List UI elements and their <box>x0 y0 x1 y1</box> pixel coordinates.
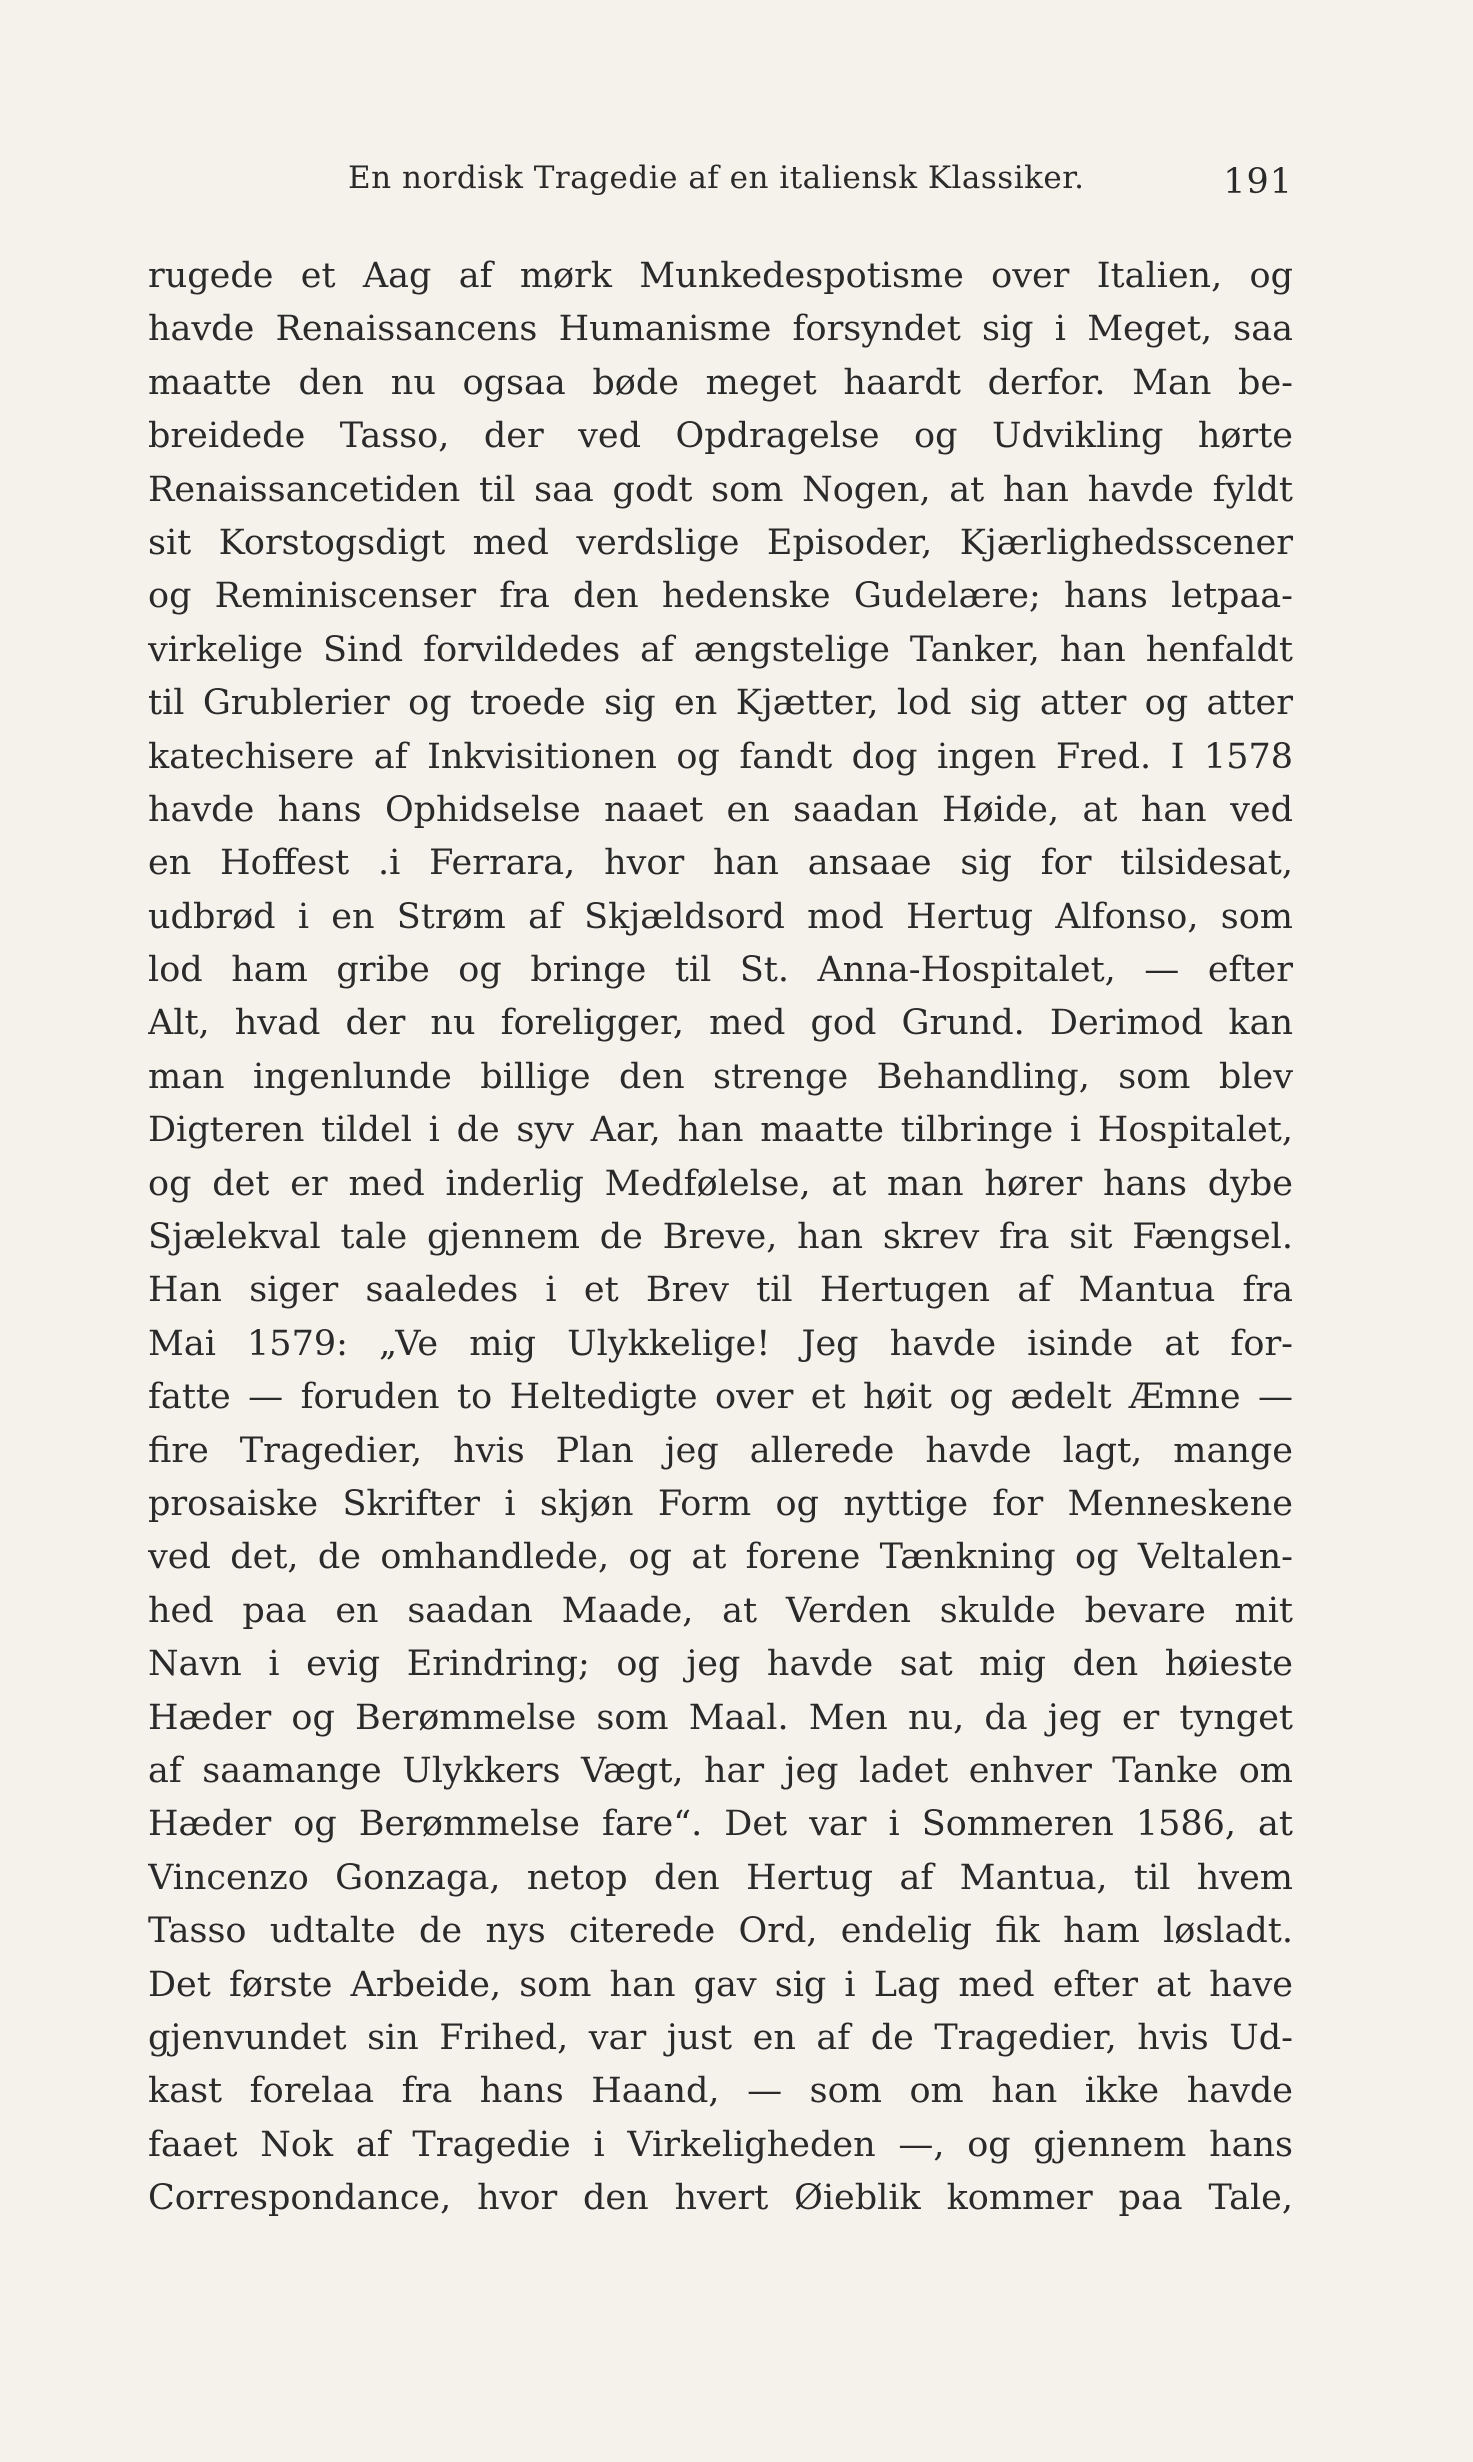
text-line: rugede et Aag af mørk Munkedespotisme over Italien, og <box>148 256 1293 296</box>
text-line: Hæder og Berømmelse fare“. Det var i Sommeren 1586, at <box>148 1804 1293 1845</box>
text-line: af saamange Ulykkers Vægt, har jeg ladet enhver Tanke om <box>148 1750 1293 1791</box>
text-line: fatte — foruden to Heltedigte over et høit og ædelt Æmne — <box>148 1377 1293 1418</box>
running-head <box>148 160 1293 210</box>
text-line: Det første Arbeide, som han gav sig i Lag med efter at have <box>148 1964 1293 2005</box>
text-line: en Hoffest .i Ferrara, hvor han ansaae sig for tilsidesat, <box>148 843 1293 884</box>
text-line: Hæder og Berømmelse som Maal. Men nu, da jeg er tynget <box>148 1697 1293 1738</box>
text-line: lod ham gribe og bringe til St. Anna-Hospitalet, — efter <box>148 950 1293 991</box>
text-line: udbrød i en Strøm af Skjældsord mod Hertug Alfonso, som <box>148 896 1293 937</box>
text-line: katechisere af Inkvisitionen og fandt dog ingen Fred. I 1578 <box>148 736 1293 777</box>
text-line: havde hans Ophidselse naaet en saadan Høide, at han ved <box>148 789 1293 830</box>
page-number: 191 <box>1223 162 1293 202</box>
text-line: og det er med inderlig Medfølelse, at man hører hans dybe <box>148 1163 1293 1204</box>
text-line: Mai 1579: „Ve mig Ulykkelige! Jeg havde isinde at for- <box>148 1323 1293 1364</box>
text-line: Navn i evig Erindring; og jeg havde sat mig den høieste <box>148 1644 1293 1685</box>
text-line: ved det, de omhandlede, og at forene Tænkning og Veltalen- <box>148 1537 1293 1578</box>
text-line: Correspondance, hvor den hvert Øieblik kommer paa Tale, <box>148 2178 1293 2219</box>
text-line: Han siger saaledes i et Brev til Hertugen af Mantua fra <box>148 1270 1293 1311</box>
text-line: og Reminiscenser fra den hedenske Gudelære; hans letpaa- <box>148 576 1293 617</box>
text-line: Vincenzo Gonzaga, netop den Hertug af Mantua, til hvem <box>148 1857 1293 1898</box>
body-text <box>148 250 1293 2225</box>
running-title: En nordisk Tragedie af en italiensk Klassiker. <box>348 160 1085 196</box>
text-line: sit Korstogsdigt med verdslige Episoder, Kjærlighedsscener <box>148 522 1293 563</box>
text-line: fire Tragedier, hvis Plan jeg allerede havde lagt, mange <box>148 1430 1293 1471</box>
text-line: maatte den nu ogsaa bøde meget haardt derfor. Man be- <box>148 362 1293 403</box>
text-line: Renaissancetiden til saa godt som Nogen, at han havde fyldt <box>148 469 1293 510</box>
text-line: Digteren tildel i de syv Aar, han maatte tilbringe i Hospitalet, <box>148 1110 1293 1151</box>
text-line: Alt, hvad der nu foreligger, med god Grund. Derimod kan <box>148 1003 1293 1044</box>
text-line: hed paa en saadan Maade, at Verden skulde bevare mit <box>148 1590 1293 1631</box>
text-line: Sjælekval tale gjennem de Breve, han skrev fra sit Fængsel. <box>148 1217 1293 1258</box>
text-line: havde Renaissancens Humanisme forsyndet sig i Meget, saa <box>148 309 1293 350</box>
text-line: breidede Tasso, der ved Opdragelse og Udvikling hørte <box>148 416 1293 457</box>
text-line: gjenvundet sin Frihed, var just en af de Tragedier, hvis Ud- <box>148 2017 1293 2058</box>
text-line: faaet Nok af Tragedie i Virkeligheden —, og gjennem hans <box>148 2124 1293 2165</box>
text-line: kast forelaa fra hans Haand, — som om han ikke havde <box>148 2071 1293 2112</box>
text-line: Tasso udtalte de nys citerede Ord, endelig fik ham løsladt. <box>148 1911 1293 1952</box>
text-line: virkelige Sind forvildedes af ængstelige Tanker, han henfaldt <box>148 629 1293 670</box>
text-line: prosaiske Skrifter i skjøn Form og nyttige for Menneskene <box>148 1483 1293 1524</box>
text-line: til Grublerier og troede sig en Kjætter, lod sig atter og atter <box>148 683 1293 724</box>
text-line: man ingenlunde billige den strenge Behandling, som blev <box>148 1056 1293 1097</box>
